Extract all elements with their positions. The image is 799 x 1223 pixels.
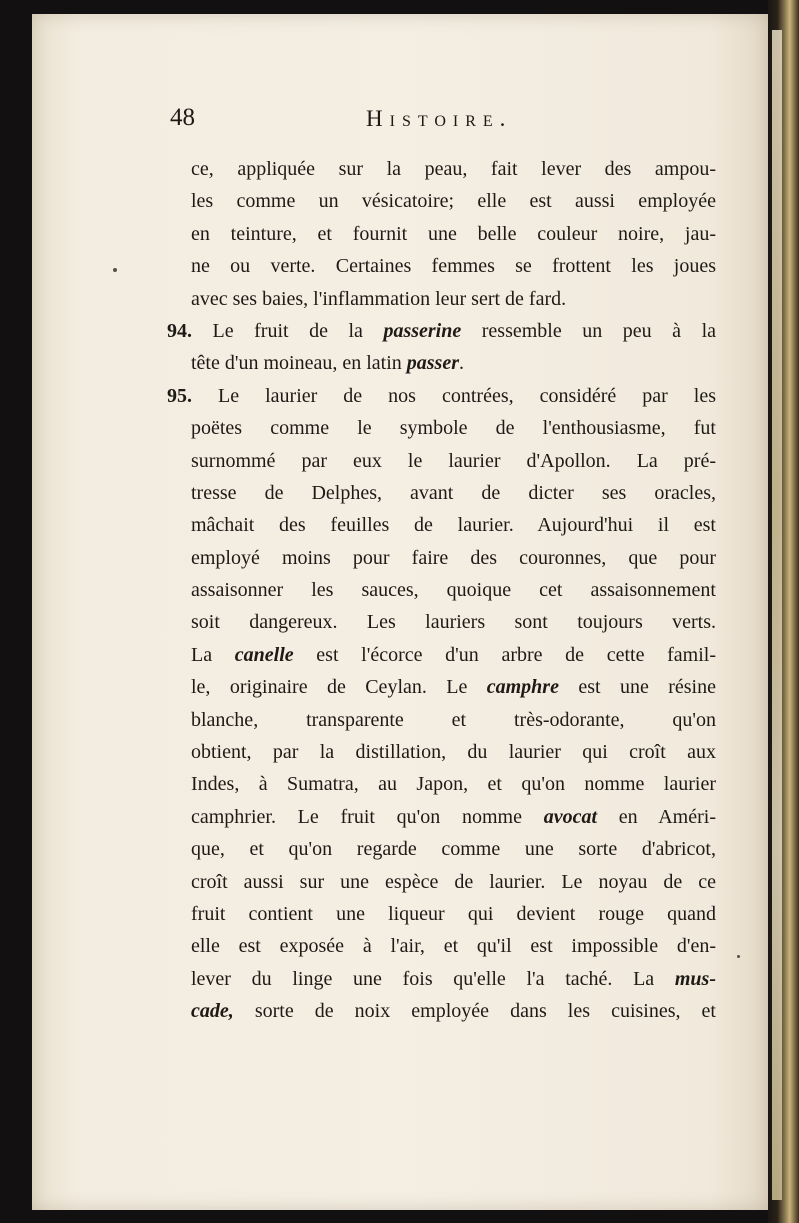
italic-term: passerine [383,319,462,342]
text-run: ressemble un peu à la [461,319,717,342]
italic-term: canelle [234,643,294,666]
ink-speck [737,955,740,958]
text-line [170,930,716,962]
text-run: Le laurier de nos contrées, considéré par les [218,384,716,407]
text-run: fruit contient une liqueur qui devient rouge quand [191,902,716,925]
text-line [170,542,716,574]
text-line [170,412,716,444]
text-line [170,574,716,606]
text-line [170,477,716,509]
text-line [170,185,716,217]
text-line [170,671,716,703]
text-run: Indes, à Sumatra, au Japon, et qu'on nomme laurier [191,773,716,796]
italic-term: cade, [191,1000,234,1023]
text-line [170,963,716,995]
text-run: elle est exposée à l'air, et qu'il est impossible d'en- [191,935,716,958]
page-header [170,104,550,140]
text-run: camphrier. Le fruit qu'on nomme [191,805,544,828]
text-line [170,153,716,185]
text-run: assaisonner les sauces, quoique cet assaisonnement [191,579,716,602]
text-run: blanche, transparente et très-odorante, qu'on [191,708,716,731]
text-line [167,380,716,412]
text-run: le, originaire de Ceylan. Le [191,676,487,699]
text-run: que, et qu'on regarde comme une sorte d'abricot, [191,838,716,861]
text-run: est l'écorce d'un arbre de cette famil- [293,643,716,666]
text-line [170,995,716,1027]
text-run: employé moins pour faire des couronnes, que pour [191,546,716,569]
text-run: obtient, par la distillation, du laurier qui croît aux [191,741,716,764]
text-line [170,704,716,736]
page-number: 48 [170,104,195,131]
text-line [170,606,716,638]
text-line [170,445,716,477]
text-run: soit dangereux. Les lauriers sont toujours verts. [191,611,716,634]
text-line [170,509,716,541]
text-line [170,639,716,671]
paragraph-number: 95. [167,384,219,407]
text-run: Le fruit de la [212,319,384,342]
text-run: surnommé par eux le laurier d'Apollon. La pré- [191,449,716,472]
text-run: est une résine [558,676,716,699]
text-line [170,218,716,250]
text-run: sorte de noix employée dans les cuisines, et [233,1000,716,1023]
text-line [170,833,716,865]
text-run: mâchait des feuilles de laurier. Aujourd'hui il est [191,514,716,537]
text-run: croît aussi sur une espèce de laurier. Le noyau de ce [191,870,716,893]
text-run: en Améri- [597,805,716,828]
text-run: lever du linge une fois qu'elle l'a taché. La [191,967,675,990]
text-line [170,347,716,379]
ink-speck [113,268,117,272]
running-head: Histoire. [366,106,513,131]
next-page-edge [772,30,782,1200]
text-run: tresse de Delphes, avant de dicter ses oracles, [191,481,716,504]
paragraph-number: 94. [167,319,213,342]
text-run: les comme un vésicatoire; elle est aussi employée [191,190,716,213]
text-run: ne ou verte. Certaines femmes se frottent les joues [191,255,716,278]
text-run: tête d'un moineau, en latin [191,352,407,375]
text-run: en teinture, et fournit une belle couleur noire, jau- [191,222,716,245]
text-line [170,898,716,930]
text-line [170,801,716,833]
text-line [170,283,716,315]
text-run: poëtes comme le symbole de l'enthousiasme, fut [191,417,716,440]
body-text [167,153,717,1028]
text-run: avec ses baies, l'inflammation leur sert de fard. [191,287,567,310]
text-line [170,250,716,282]
italic-term: mus- [674,967,716,990]
text-run: ce, appliquée sur la peau, fait lever des ampou- [191,158,716,180]
text-run: La [191,643,235,666]
italic-term: avocat [543,805,598,828]
italic-term: passer [406,352,459,375]
text-run: . [459,352,464,375]
text-line [170,736,716,768]
text-line [170,768,716,800]
text-line [170,866,716,898]
text-line [167,315,716,347]
italic-term: camphre [486,676,559,699]
